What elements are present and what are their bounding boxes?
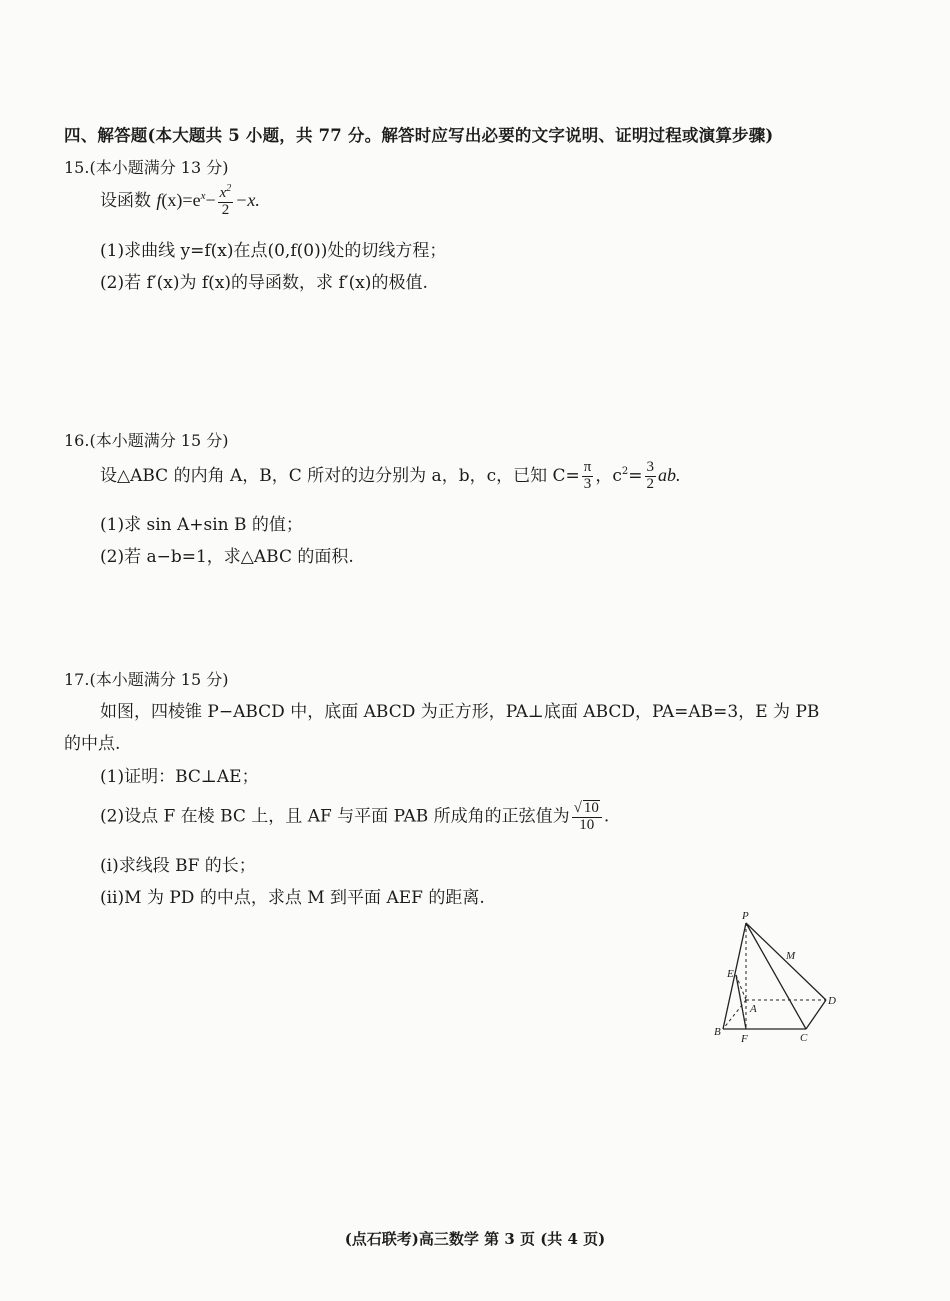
q17-part1: (1)证明：BC⊥AE； — [100, 767, 259, 787]
label-p: P — [742, 910, 749, 922]
q15-equals: =e — [182, 189, 201, 210]
q15-intro — [100, 184, 260, 219]
q15-part2: (2)若 f′(x)为 f(x)的导函数，求 f′(x)的极值. — [100, 273, 428, 293]
q17-part2 — [100, 800, 609, 834]
q15-fraction — [218, 184, 234, 219]
q17-sqrt-value: 10 — [583, 800, 599, 816]
q15-func-name: f — [156, 189, 162, 210]
q17-sqrt-den: 10 — [579, 816, 595, 833]
q15-frac-num-sup: 2 — [226, 183, 232, 194]
q17-sub2: (ⅱ)M 为 PD 的中点，求点 M 到平面 AEF 的距离. — [100, 888, 485, 908]
q16-part1: (1)求 sin A+sin B 的值； — [100, 515, 303, 535]
q16-pi-fraction — [582, 460, 594, 493]
label-c: C — [800, 1032, 808, 1044]
q15-frac-num — [218, 184, 234, 203]
q17-part2-text: (2)设点 F 在棱 BC 上，且 AF 与平面 PAB 所成角的正弦值为 — [100, 806, 570, 827]
page-footer: (点石联考)高三数学 第 3 页 (共 4 页) — [344, 1230, 606, 1248]
label-f: F — [741, 1033, 748, 1045]
label-e: E — [727, 968, 734, 980]
pyramid-figure — [700, 905, 850, 1050]
label-b: B — [714, 1026, 721, 1038]
q16-ab-num: 3 — [646, 459, 654, 475]
q15-frac-den: 2 — [221, 201, 230, 218]
label-a: A — [750, 1003, 757, 1015]
q17-sub1: (ⅰ)求线段 BF 的长； — [100, 856, 256, 876]
q17-number: 17.(本小题满分 15 分) — [64, 670, 229, 689]
q16-c-sup: 2 — [621, 466, 629, 478]
edge-cd — [806, 1000, 826, 1029]
q16-intro-text: 设△ABC 的内角 A，B，C 所对的边分别为 a，b，c，已知 C= — [100, 465, 580, 486]
q16-ab-fraction — [645, 460, 657, 493]
q15-minus: − — [205, 189, 216, 210]
q16-intro — [100, 460, 681, 493]
q16-number: 16.(本小题满分 15 分) — [64, 431, 229, 450]
q17-part2-end: . — [603, 806, 610, 827]
q15-func-var: (x) — [161, 189, 183, 210]
q17-sqrt-num: √ 10 — [572, 800, 602, 818]
q15-intro-text: 设函数 — [100, 190, 157, 211]
q17-intro-line2: 的中点. — [64, 734, 121, 754]
q15-frac-num-var: x — [219, 185, 227, 201]
label-m: M — [786, 950, 796, 962]
q16-pi-den: 3 — [583, 475, 592, 492]
q16-eq: = — [628, 465, 643, 486]
q16-part2: (2)若 a−b=1，求△ABC 的面积. — [100, 547, 354, 567]
q15-number: 15.(本小题满分 13 分) — [64, 158, 229, 177]
label-d: D — [828, 995, 836, 1007]
edge-ea — [736, 975, 746, 1000]
q16-tail: ab. — [658, 464, 681, 485]
q16-mid: ，c — [595, 465, 622, 486]
q16-ab-den: 2 — [646, 475, 654, 492]
q17-intro-line1: 如图，四棱锥 P−ABCD 中，底面 ABCD 为正方形，PA⊥底面 ABCD，PA=AB=3，E 为 PB — [100, 702, 820, 722]
section-heading: 四、解答题(本大题共 5 小题，共 77 分。解答时应写出必要的文字说明、证明过程或演算步骤) — [64, 126, 774, 145]
q15-part1: (1)求曲线 y=f(x)在点(0,f(0))处的切线方程； — [100, 241, 447, 261]
q16-pi-num: π — [583, 459, 592, 475]
q17-sqrt-fraction — [572, 800, 602, 834]
q15-tail: −x. — [235, 189, 260, 210]
q15-exponent: x — [200, 190, 206, 203]
